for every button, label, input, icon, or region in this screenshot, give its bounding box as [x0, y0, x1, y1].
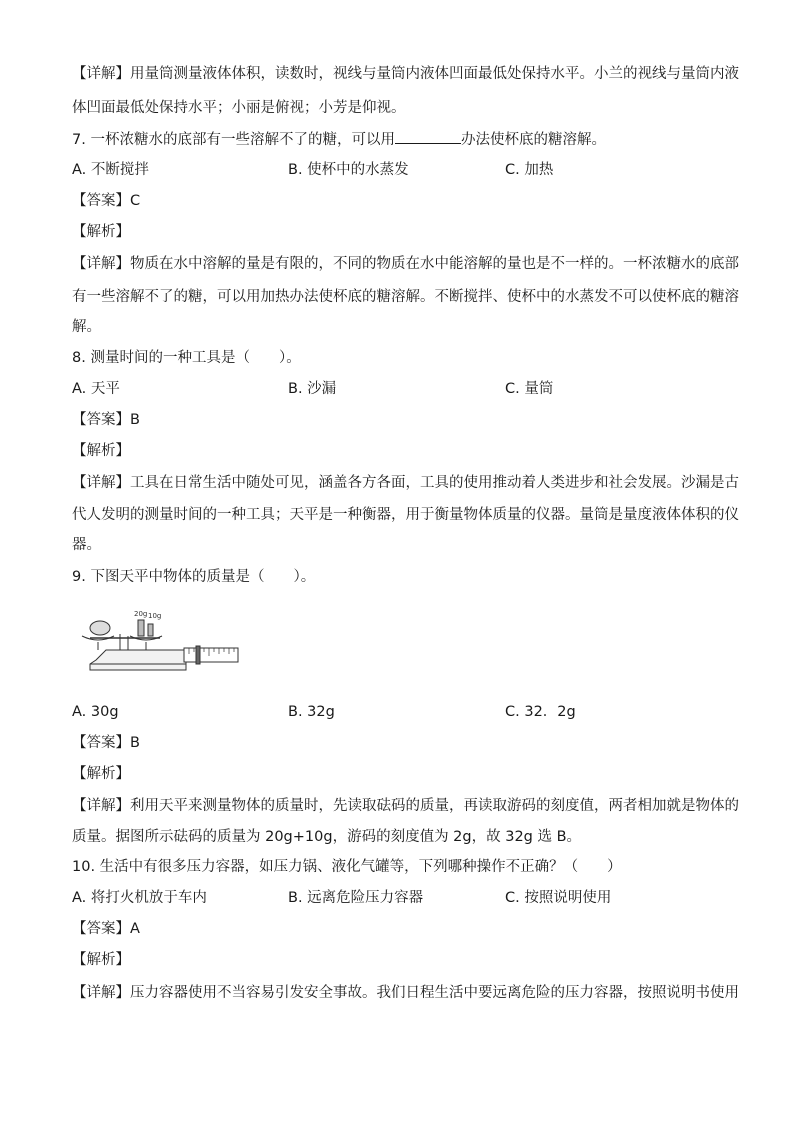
q9-answer: 【答案】B — [72, 735, 140, 751]
q10-analysis-heading: 【解析】 — [72, 952, 130, 968]
q9-detail-line-2: 质量。据图所示砝码的质量为 20g+10g，游码的刻度值为 2g，故 32g 选 B。 — [72, 829, 582, 845]
q6-detail-line-2: 体凹面最低处保持水平；小丽是俯视；小芳是仰视。 — [72, 100, 406, 116]
weight-20g — [138, 620, 144, 636]
q8-detail-line-3: 器。 — [72, 537, 101, 553]
q10-detail-line-1: 【详解】压力容器使用不当容易引发安全事故。我们日程生活中要远离危险的压力容器，按照说明书使用 — [72, 985, 739, 1001]
q8-detail-line-2: 代人发明的测量时间的一种工具；天平是一种衡器，用于衡量物体质量的仪器。量筒是量度液体体积的仪 — [72, 507, 739, 523]
q9-option-c: C. 32．2g — [505, 704, 576, 720]
q7-answer: 【答案】C — [72, 193, 141, 209]
q10-option-b: B. 远离危险压力容器 — [288, 890, 424, 906]
balance-scale-figure — [76, 604, 240, 680]
q8-option-c: C. 量筒 — [505, 381, 554, 397]
q7-question — [72, 129, 722, 150]
slider-rider — [196, 646, 200, 664]
q7-detail-line-1: 【详解】物质在水中溶解的量是有限的，不同的物质在水中能溶解的量也是不一样的。一杯浓糖水的底部 — [72, 256, 739, 272]
weight-label-10g: 10g — [148, 612, 162, 620]
slider-scale — [184, 648, 238, 662]
weight-10g — [148, 624, 153, 636]
object-on-pan — [90, 621, 110, 635]
q9-analysis-heading: 【解析】 — [72, 766, 130, 782]
q7-option-a: A. 不断搅拌 — [72, 162, 149, 178]
q10-answer: 【答案】A — [72, 921, 140, 937]
q7-detail-line-2: 有一些溶解不了的糖，可以用加热办法使杯底的糖溶解。不断搅拌、使杯中的水蒸发不可以使杯底的糖溶 — [72, 289, 739, 305]
q7-question-part1: 7. 一杯浓糖水的底部有一些溶解不了的糖，可以用 — [72, 132, 395, 148]
q10-option-c: C. 按照说明使用 — [505, 890, 612, 906]
balance-base — [90, 650, 186, 670]
q7-analysis-heading: 【解析】 — [72, 224, 130, 240]
q9-question: 9. 下图天平中物体的质量是（ ）。 — [72, 569, 316, 585]
q8-analysis-heading: 【解析】 — [72, 443, 130, 459]
q7-option-c: C. 加热 — [505, 162, 554, 178]
q9-option-a: A. 30g — [72, 704, 119, 720]
q7-detail-line-3: 解。 — [72, 319, 101, 335]
q8-answer: 【答案】B — [72, 412, 140, 428]
q6-detail-line-1: 【详解】用量筒测量液体体积，读数时，视线与量筒内液体凹面最低处保持水平。小兰的视线与量筒内液 — [72, 66, 739, 82]
q8-detail-line-1: 【详解】工具在日常生活中随处可见，涵盖各方各面，工具的使用推动着人类进步和社会发展。沙漏是古 — [72, 475, 739, 491]
q9-option-b: B. 32g — [288, 704, 335, 720]
q8-question: 8. 测量时间的一种工具是（ ）。 — [72, 350, 301, 366]
q7-option-b: B. 使杯中的水蒸发 — [288, 162, 409, 178]
q10-option-a: A. 将打火机放于车内 — [72, 890, 207, 906]
q10-question: 10. 生活中有很多压力容器，如压力锅、液化气罐等，下列哪种操作不正确？（ ） — [72, 859, 622, 875]
q7-answer-blank — [395, 129, 461, 144]
q8-option-a: A. 天平 — [72, 381, 120, 397]
q7-question-part2: 办法使杯底的糖溶解。 — [460, 132, 606, 148]
q8-option-b: B. 沙漏 — [288, 381, 337, 397]
q9-detail-line-1: 【详解】利用天平来测量物体的质量时，先读取砝码的质量，再读取游码的刻度值，两者相加就是物体的 — [72, 798, 739, 814]
weight-label-20g: 20g — [134, 610, 148, 618]
